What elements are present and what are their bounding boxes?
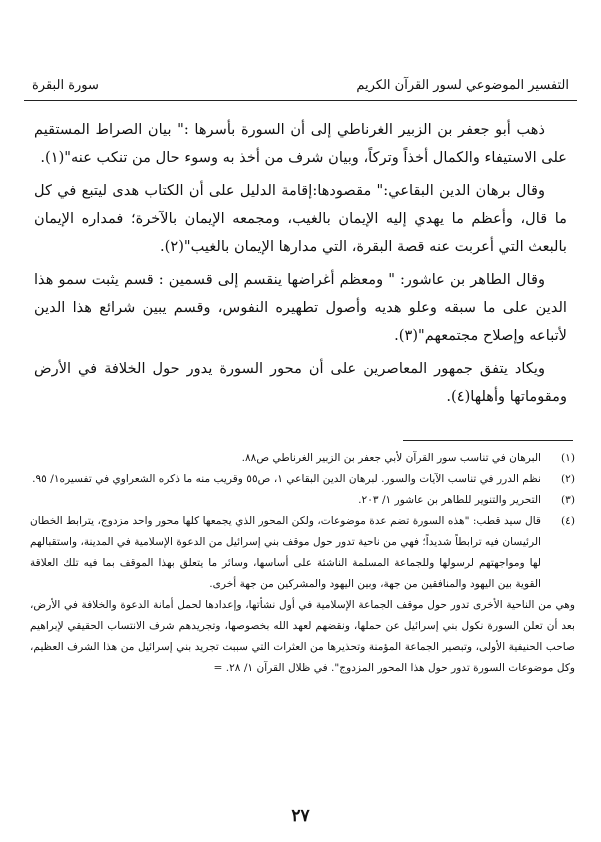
footnote-separator [403, 440, 573, 441]
footnote-number: (٤) [561, 515, 575, 527]
book-title: التفسير الموضوعي لسور القرآن الكريم [356, 78, 569, 93]
footnote-text: نظم الدرر في تناسب الآيات والسور. لبرهان الدين البقاعي ١، ص٥٥ وقريب منه ما ذكره الشعراوي في تفسيره١/ ٩٥. [32, 473, 541, 485]
page-number: ٢٧ [291, 806, 310, 826]
paragraph: وقال برهان الدين البقاعي:" مقصودها:إقامة الدليل على أن الكتاب هدى ليتبع في كل ما قال، وأعظم ما يهدي إليه الإيمان بالغيب، ومجمعه الإيمان بالآخرة؛ فمداره الإيمان بالبعث التي أعربت عنه قصة البقرة، التي مدارها الإيمان بالغيب"(٢). [34, 182, 567, 255]
footnote-number: (٣) [561, 494, 575, 506]
footnote-text: قال سيد قطب: "هذه السورة تضم عدة موضوعات، ولكن المحور الذي يجمعها كلها محور واحد مزدوج، يترابط الخطان الرئيسان فيه ترابطاً شديداً؛ فهي من ناحية تدور حول موقف بني إسرائيل من الدعوة الإسلامية في المدينة، واستقبالهم لها ومواجهتهم لرسولها وللجماعة المسلمة الناشئة على أساسها، وسائر ما يتعلق بهذا الموقف بما فيه تلك العلاقة القوية بين اليهود والمنافقين من جهة، وبين اليهود والمشركين من جهة أخرى. [30, 515, 541, 590]
paragraph: ويكاد يتفق جمهور المعاصرين على أن محور السورة يدور حول الخلافة في الأرض ومقوماتها وأهلها(٤). [34, 360, 567, 405]
paragraph: وقال الطاهر بن عاشور: " ومعظم أغراضها ينقسم إلى قسمين : قسم يثبت سمو هذا الدين على ما سبقه وعلو هديه وأصول تطهيره النفوس، وقسم يبين شرائع هذا الدين لأتباعه وإصلاح مجتمعهم"(٣). [34, 271, 567, 344]
footnote [30, 448, 575, 469]
footnote-continuation: وهي من الناحية الأخرى تدور حول موقف الجماعة الإسلامية في أول نشأتها، وإعدادها لحمل أمانة الدعوة والخلافة في الأرض، بعد أن تعلن السورة نكول بني إسرائيل عن حملها، ونقضهم لعهد الله بخصوصها، وتجريدهم شرف الانتساب الحقيقي لإبراهيم صاحب الحنيفية الأولى، وتبصير الجماعة المؤمنة وتحذيرها من العثرات التي سببت تجريد بني إسرائيل من هذا الشرف العظيم، وكل موضوعات السورة تدور حول هذا المحور المزدوج". في ظلال القرآن ١/ ٢٨. = [30, 599, 575, 674]
main-text [34, 116, 567, 416]
footnote-text: البرهان في تناسب سور القرآن لأبي جعفر بن الزبير الغرناطي ص٨٨. [241, 452, 541, 464]
footnote-text: التحرير والتنوير للطاهر بن عاشور ١/ ٢٠٣. [358, 494, 541, 506]
paragraph: ذهب أبو جعفر بن الزبير الغرناطي إلى أن السورة بأسرها :" بيان الصراط المستقيم على الاستيفاء والكمال أخذاً وتركاً، وبيان شرف من أخذ به وسوء حال من تنكب عنه"(١). [34, 121, 567, 166]
surah-title: سورة البقرة [32, 78, 99, 93]
footnote [30, 511, 575, 595]
footnote-number: (١) [561, 452, 575, 464]
footnote-number: (٢) [561, 473, 575, 485]
running-header [24, 74, 577, 101]
footnotes [30, 448, 575, 679]
footnote [30, 490, 575, 511]
footnote [30, 469, 575, 490]
